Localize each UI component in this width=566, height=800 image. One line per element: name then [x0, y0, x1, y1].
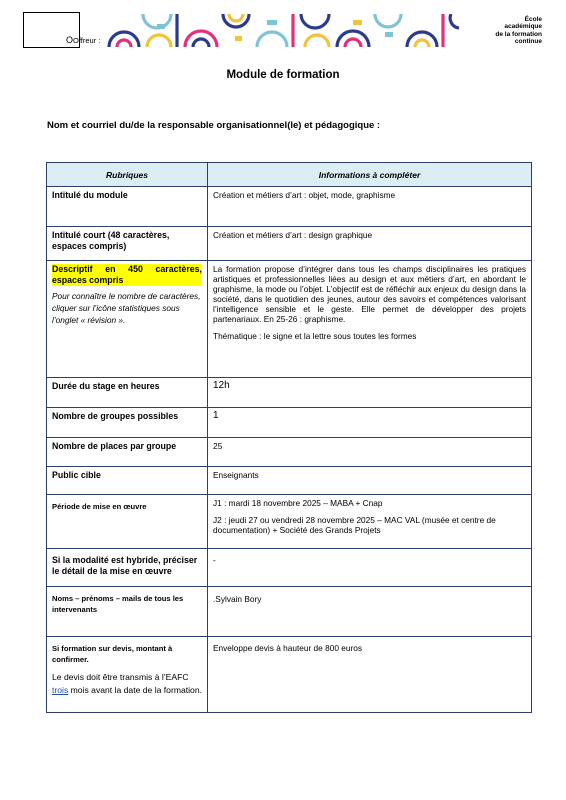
row-label: Public cible	[52, 470, 101, 480]
table-row	[47, 637, 532, 713]
table-row	[47, 187, 532, 227]
row-label: Noms – prénoms – mails de tous les intervenants	[52, 594, 184, 614]
table-row	[47, 408, 532, 438]
note-text: Le devis doit être transmis à l’EAFC	[52, 672, 189, 682]
table-row	[47, 587, 532, 637]
note-link[interactable]: trois	[52, 685, 69, 695]
responsible-label: Nom et courriel du/de la responsable organisationnel(le) et pédagogique :	[47, 120, 381, 131]
row-value[interactable]: La formation propose d’intégrer dans tous les champs disciplinaires les pratiques artistiques et professionnelles liées au design et aux métiers d’art, en abordant le graphisme, la mode ou l’objet. L’objectif est de réfléchir aux enjeux du design dans la société, dans le quotidien des jeunes, autour des savoirs et compétences valorisant l’intelligence sensible et le geste. Elle permet de développer des projets partenariaux. En 25-26 : graphisme.	[213, 264, 526, 324]
table-row	[47, 261, 532, 378]
table-row	[47, 227, 532, 261]
table-row	[47, 378, 532, 408]
offerer-label	[66, 36, 100, 45]
row-value[interactable]: Création et métiers d’art : design graphique	[213, 230, 373, 240]
row-label: Nombre de groupes possibles	[52, 411, 179, 421]
row-label: Si formation sur devis, montant à confirmer.	[52, 644, 173, 664]
form-table	[46, 162, 532, 713]
row-label: Nombre de places par groupe	[52, 441, 177, 451]
row-hint: Pour connaître le nombre de caractères, cliquer sur l’icône statistiques sous l’onglet « révision ».	[52, 291, 201, 325]
row-label: Période de mise en œuvre	[52, 502, 147, 511]
row-theme[interactable]: Thématique : le signe et la lettre sous toutes les formes	[213, 331, 417, 341]
table-row	[47, 495, 532, 549]
school-line: continue	[514, 38, 542, 46]
school-line: École	[524, 16, 542, 23]
note-text: mois avant la date de la formation.	[68, 685, 203, 695]
school-line: de la formation	[495, 30, 542, 38]
row-value[interactable]: 12h	[213, 380, 230, 391]
row-value[interactable]: Enveloppe devis à hauteur de 800 euros	[213, 643, 362, 653]
row-value[interactable]: J2 : jeudi 27 ou vendredi 28 novembre 2025 – MAC VAL (musée et centre de documentation) + Société des Grands Projets	[213, 515, 496, 535]
row-value[interactable]: J1 : mardi 18 novembre 2025 – MABA + Cnap	[213, 498, 383, 508]
row-value[interactable]: Création et métiers d’art : objet, mode, graphisme	[213, 190, 396, 200]
row-value[interactable]: 25	[213, 441, 223, 451]
row-value[interactable]: 1	[213, 410, 219, 421]
decorative-banner	[107, 14, 459, 47]
row-value[interactable]: Enseignants	[213, 470, 259, 480]
table-header-row	[47, 163, 532, 187]
row-note	[52, 671, 202, 697]
school-logo-text	[495, 16, 542, 46]
offerer-prefix: O	[66, 35, 74, 45]
highlighted-label: Descriptif en 450 caractères, espaces compris	[52, 264, 202, 285]
row-label: Intitulé court (48 caractères, espaces compris)	[52, 230, 170, 251]
table-row	[47, 438, 532, 467]
header-informations: Informations à compléter	[208, 163, 532, 187]
offerer-text: Offreur :	[73, 36, 101, 45]
row-value[interactable]: .Sylvain Bory	[213, 594, 262, 604]
header-rubriques: Rubriques	[47, 163, 208, 187]
row-value[interactable]: -	[213, 555, 216, 565]
table-row	[47, 467, 532, 495]
row-label: Si la modalité est hybride, préciser le détail de la mise en œuvre	[52, 555, 198, 576]
document-title: Module de formation	[226, 69, 340, 81]
table-row	[47, 549, 532, 587]
school-line: académique	[504, 23, 542, 31]
row-label: Intitulé du module	[52, 190, 128, 200]
row-label: Durée du stage en heures	[52, 381, 160, 391]
